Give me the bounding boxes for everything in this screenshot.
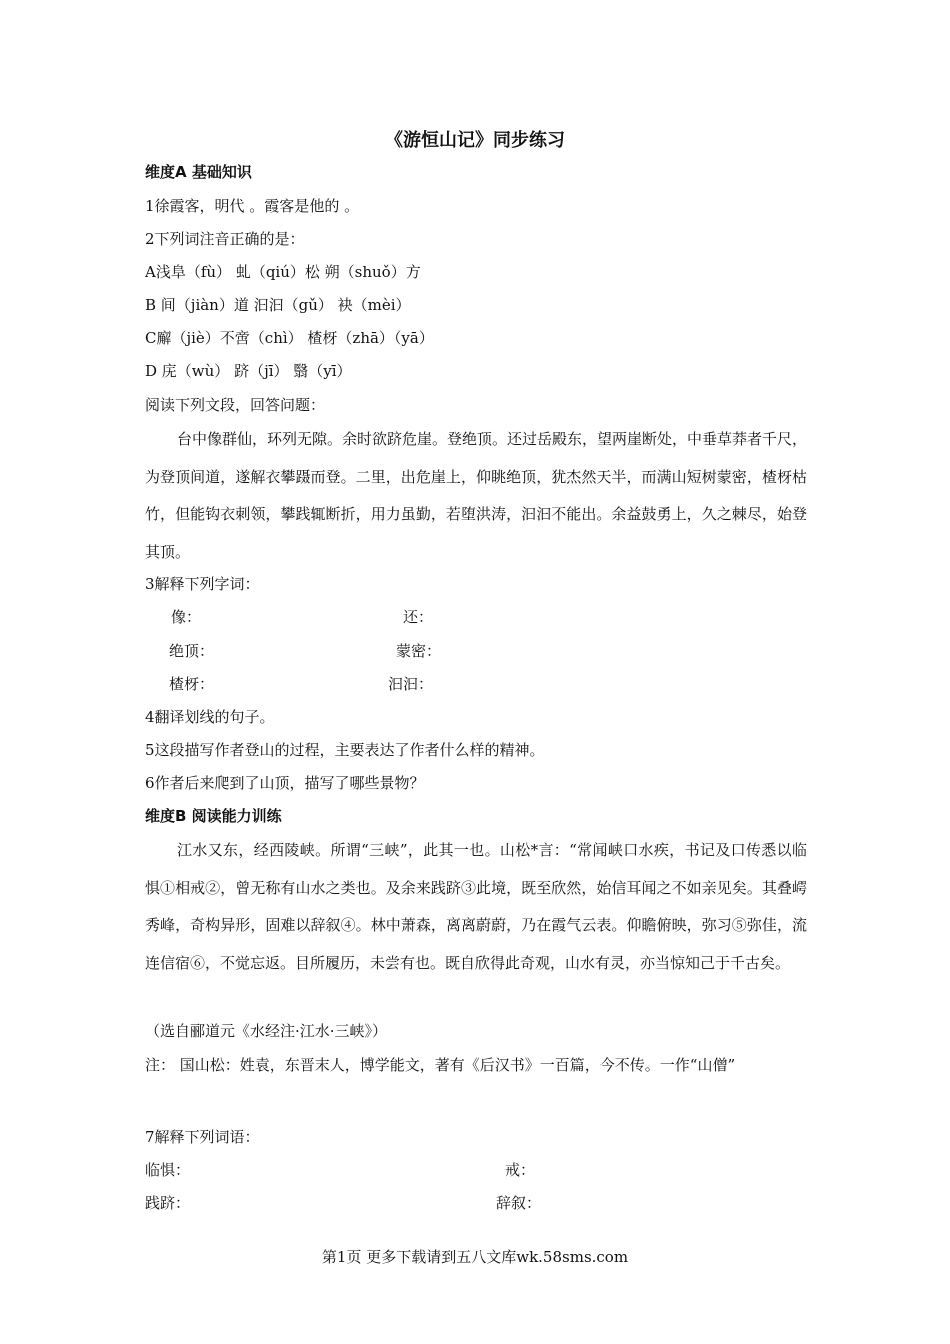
passage-b: 江水又东，经西陵峡。所谓“三峡”，此其一也。山松*言：“常闻峡口水疾，书记及口传悉以临惧①相戒②，曾无称有山水之类也。及余来践跻③此境，既至欣然，始信耳闻之不如亲见矣。其叠崿秀峰，奇构异形，固难以辞叙④。林中萧森，离离蔚蔚，乃在霞气云表。仰瞻俯映，弥习⑤弥佳，流连信宿⑥，不觉忘返。目所履历，未尝有也。既自欣得此奇观，山水有灵，亦当惊知己于千古矣。 <box>145 841 807 973</box>
section-a-heading: 维度A 基础知识 <box>145 163 252 181</box>
term-cixu: 辞叙： <box>496 1194 542 1212</box>
term-jie: 戒： <box>505 1161 536 1179</box>
page-title: 《游恒山记》同步练习 <box>385 130 565 151</box>
term-zhaya: 楂枒： <box>169 675 215 693</box>
option-a: A浅阜（fù） 虬（qiú）松 朔（shuǒ）方 <box>145 263 421 281</box>
question-4: 4翻译划线的句子。 <box>145 708 275 726</box>
page-footer: 第1页 更多下载请到五八文库wk.58sms.com <box>321 1248 629 1266</box>
term-gugu: 汩汩： <box>388 675 434 693</box>
term-linju: 临惧： <box>145 1161 191 1179</box>
question-2: 2下列词注音正确的是： <box>145 230 305 248</box>
term-jueding: 绝顶： <box>169 642 215 660</box>
option-d: D 庑（wù） 跻（jī） 翳（yī） <box>145 362 352 380</box>
question-6: 6作者后来爬到了山顶，描写了哪些景物？ <box>145 774 425 792</box>
section-b-heading: 维度B 阅读能力训练 <box>145 807 282 825</box>
term-mengmi: 蒙密： <box>396 642 442 660</box>
question-5: 5这段描写作者登山的过程，主要表达了作者什么样的精神。 <box>145 741 545 759</box>
passage-source: （选自郦道元《水经注·江水·三峡》） <box>145 1022 388 1040</box>
question-1: 1徐霞客，明代 。霞客是他的 。 <box>145 197 360 215</box>
option-c: C廨（jiè）不啻（chì） 楂枒（zhā）（yā） <box>145 329 434 347</box>
term-jianji: 践跻： <box>145 1194 191 1212</box>
term-xiang: 像： <box>171 608 202 626</box>
reading-prompt: 阅读下列文段，回答问题： <box>145 396 326 414</box>
question-7: 7解释下列词语： <box>145 1128 260 1146</box>
term-huan: 还： <box>403 608 434 626</box>
annotation-note: 注： 国山松：姓袁，东晋末人，博学能文，著有《后汉书》一百篇，今不传。一作“山僧” <box>145 1056 736 1074</box>
option-b: B 间（jiàn）道 汩汩（gǔ） 袂（mèi） <box>145 296 411 314</box>
question-3: 3解释下列字词： <box>145 575 260 593</box>
passage-a: 台中像群仙，环列无隙。余时欲跻危崖。登绝顶。还过岳殿东，望两崖断处，中垂草莽者千尺，为登顶间道，遂解衣攀蹑而登。二里，出危崖上，仰眺绝顶，犹杰然天半，而满山短树蒙密，楂枒枯竹，但能钩衣刺领，攀践辄断折，用力虽勤，若堕洪涛，汩汩不能出。余益鼓勇上，久之棘尽，始登其顶。 <box>145 430 808 562</box>
